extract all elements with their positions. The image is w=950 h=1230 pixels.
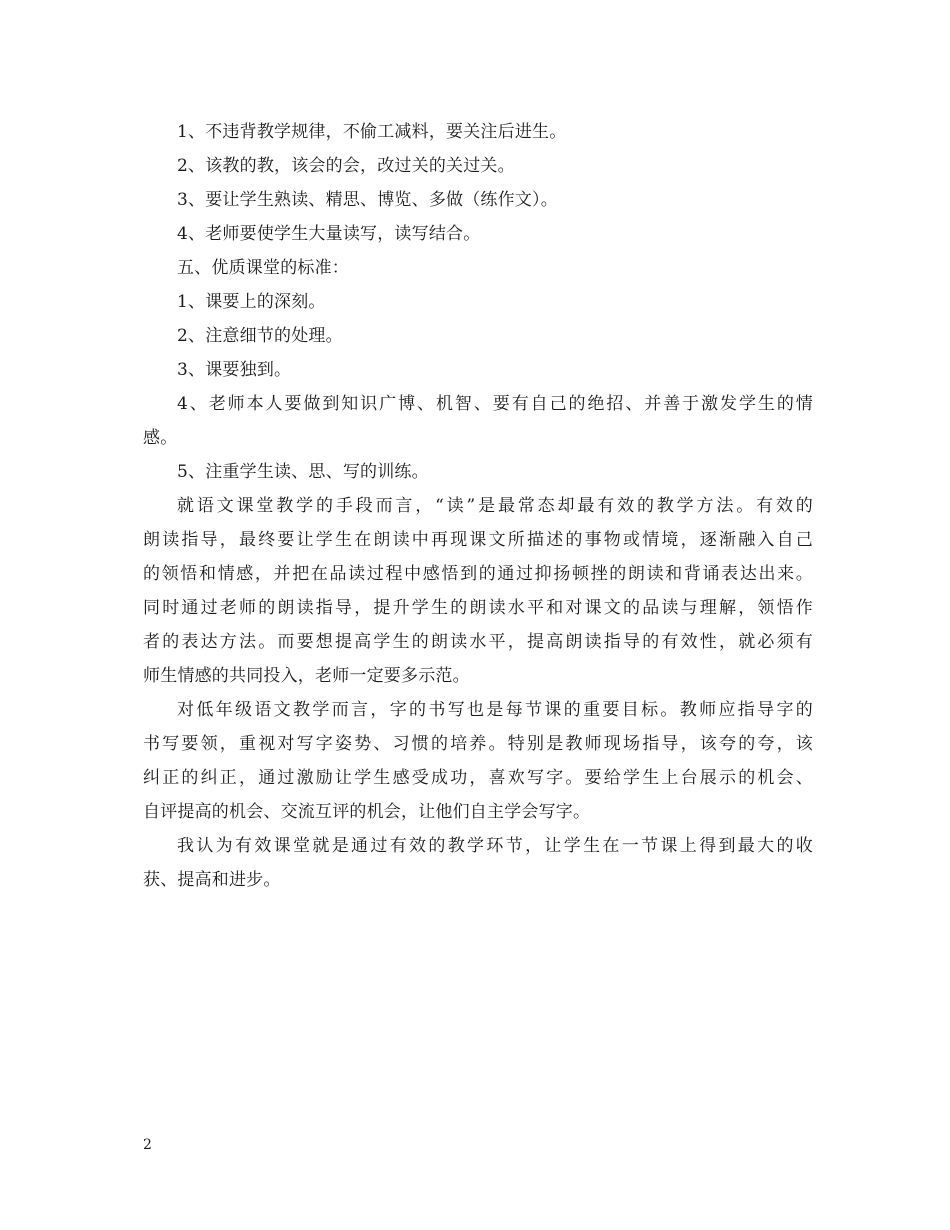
paragraph-line: 书写要领，重视对写字姿势、习惯的培养。特别是教师现场指导，该夸的夸，该 <box>143 734 813 754</box>
document-body <box>143 115 813 897</box>
text-line: 2、该教的教，该会的会，改过关的关过关。 <box>177 156 515 176</box>
text-line: 2、注意细节的处理。 <box>177 326 343 346</box>
text-line: 4、老师要使学生大量读写，读写结合。 <box>177 224 481 244</box>
paragraph-line: 就语文课堂教学的手段而言，“读”是最常态却最有效的教学方法。有效的 <box>177 496 813 516</box>
text-line: 1、课要上的深刻。 <box>177 292 326 312</box>
paragraph-line: 师生情感的共同投入，老师一定要多示范。 <box>143 666 470 686</box>
page-number: 2 <box>143 1137 152 1153</box>
text-line: 3、要让学生熟读、精思、博览、多做（练作文）。 <box>177 190 558 210</box>
text-line: 4、老师本人要做到知识广博、机智、要有自己的绝招、并善于激发学生的情 <box>177 394 813 414</box>
paragraph-line: 对低年级语文教学而言，字的书写也是每节课的重要目标。教师应指导字的 <box>177 700 813 720</box>
section-heading: 五、优质课堂的标准： <box>177 258 349 278</box>
paragraph-line: 自评提高的机会、交流互评的机会，让他们自主学会写字。 <box>143 802 591 822</box>
paragraph-line: 我认为有效课堂就是通过有效的教学环节，让学生在一节课上得到最大的收 <box>177 836 813 856</box>
paragraph-line: 者的表达方法。而要想提高学生的朗读水平，提高朗读指导的有效性，就必须有 <box>143 632 813 652</box>
text-line: 5、注重学生读、思、写的训练。 <box>177 462 429 482</box>
paragraph-line: 获、提高和进步。 <box>143 870 281 890</box>
paragraph-line: 同时通过老师的朗读指导，提升学生的朗读水平和对课文的品读与理解，领悟作 <box>143 598 813 618</box>
text-line: 3、课要独到。 <box>177 360 292 380</box>
paragraph-line: 朗读指导，最终要让学生在朗读中再现课文所描述的事物或情境，逐渐融入自己 <box>143 530 813 550</box>
text-line: 感。 <box>143 428 178 448</box>
paragraph-line: 纠正的纠正，通过激励让学生感受成功，喜欢写字。要给学生上台展示的机会、 <box>143 768 813 788</box>
paragraph-line: 的领悟和情感，并把在品读过程中感悟到的通过抑扬顿挫的朗读和背诵表达出来。 <box>143 564 813 584</box>
text-line: 1、不违背教学规律，不偷工减料，要关注后进生。 <box>177 122 567 142</box>
